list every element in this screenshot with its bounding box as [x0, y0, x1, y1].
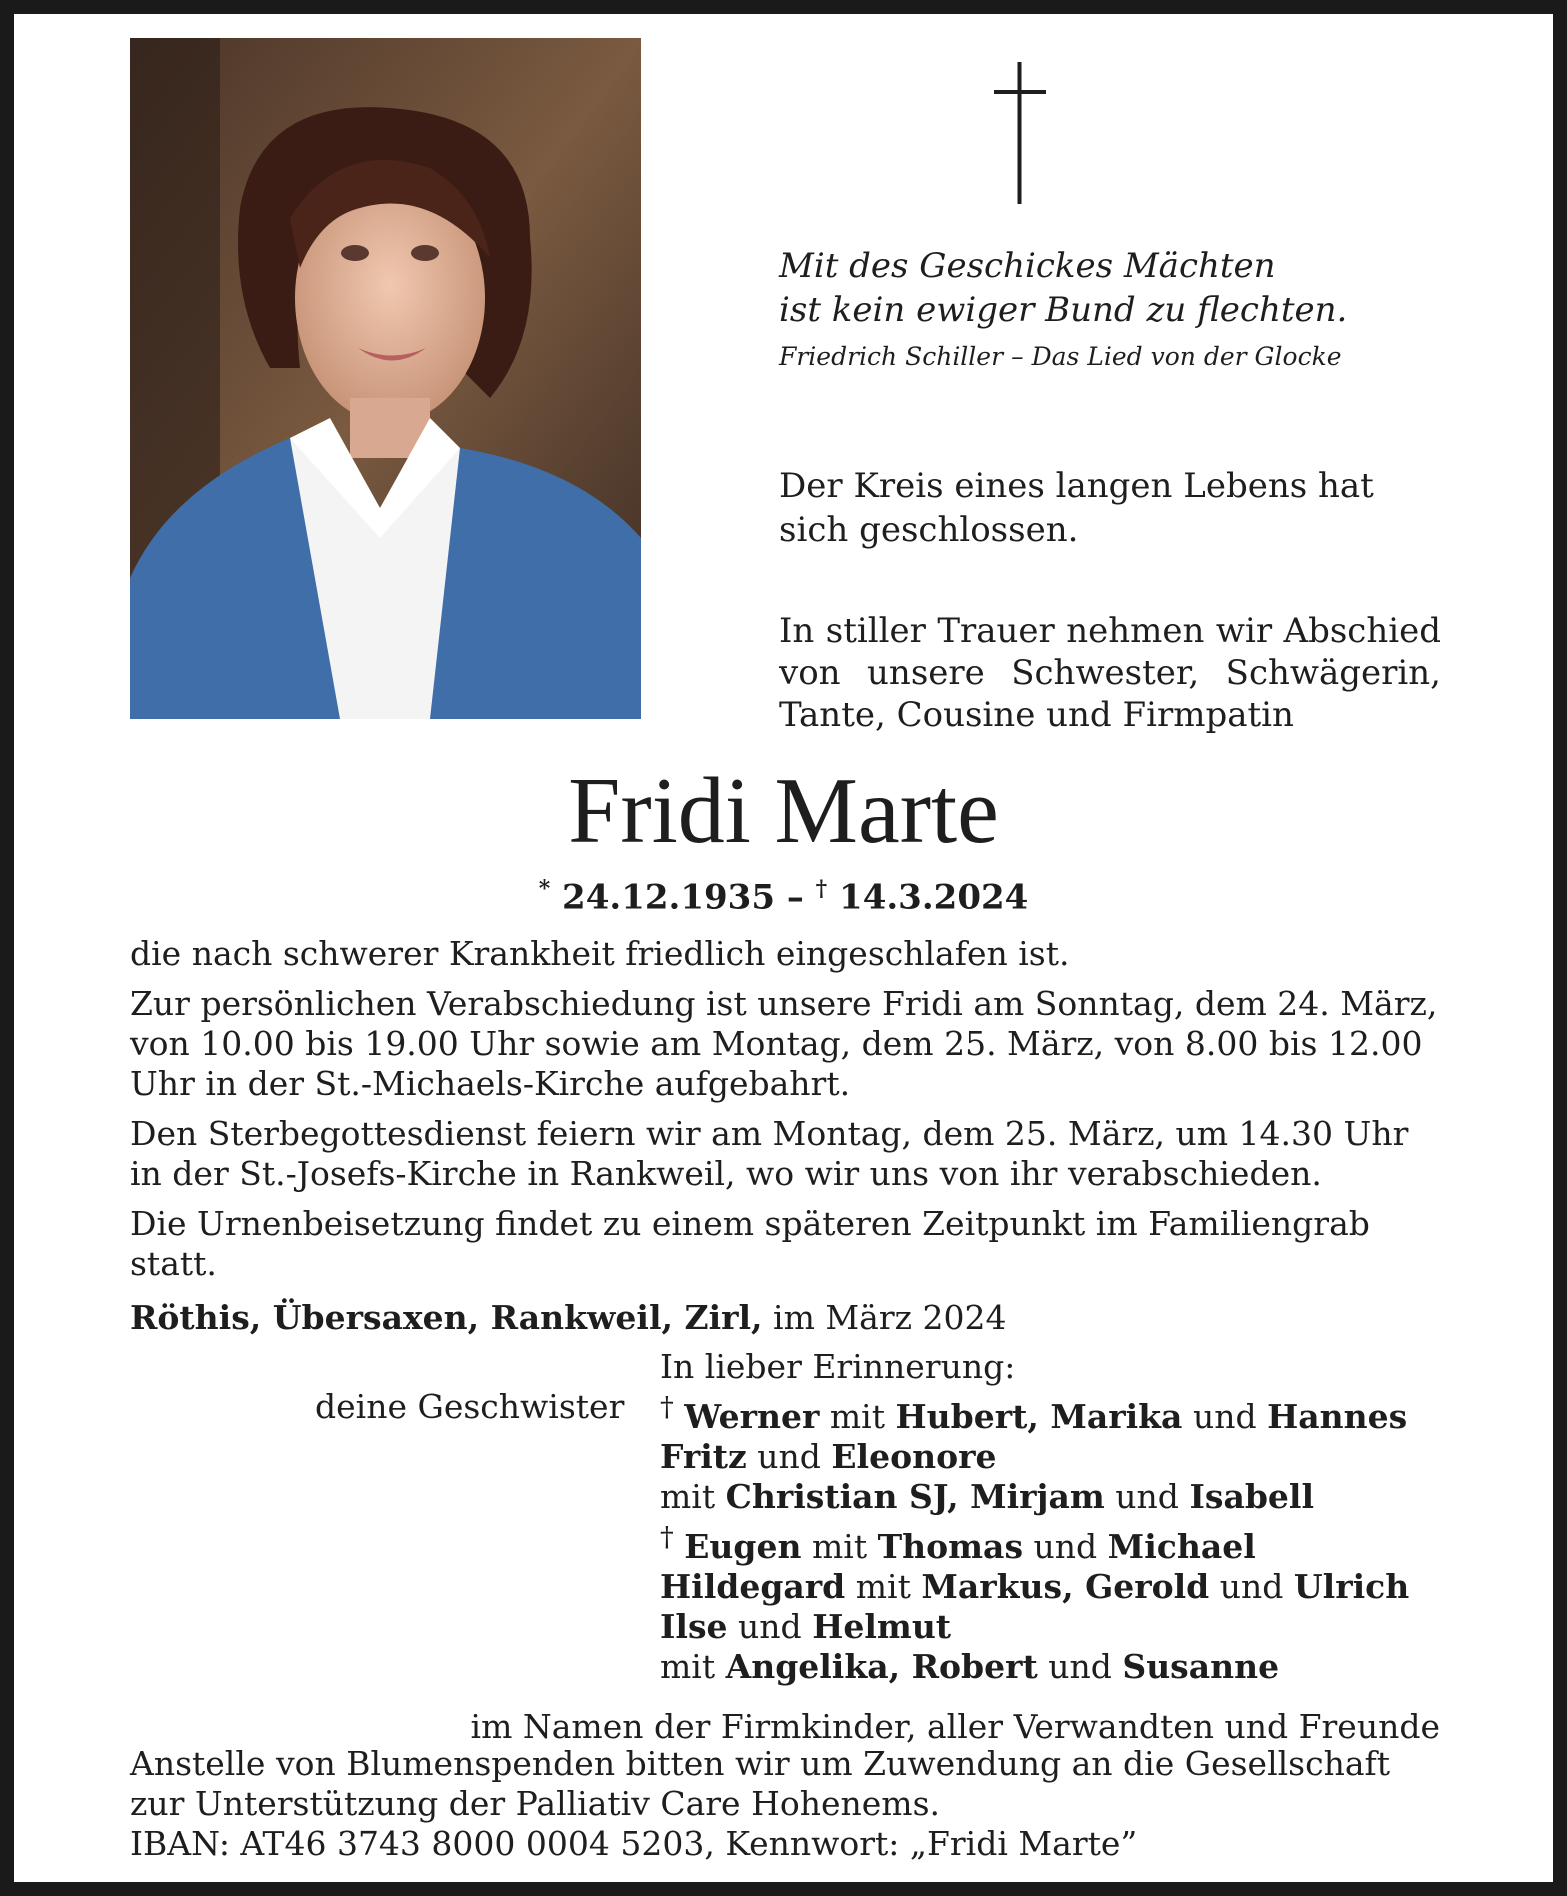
quote-work: Das Lied von der Glocke [1031, 342, 1342, 371]
signature-line: mit Christian SJ, Mirjam und Isabell [660, 1477, 1314, 1516]
donation-request [130, 1744, 1440, 1864]
circle-of-life-text: Der Kreis eines langen Lebens hat sich geschlossen. [779, 466, 1374, 550]
body-paragraph-4: Die Urnenbeisetzung findet zu einem späteren Zeitpunkt im Familiengrab statt. [130, 1204, 1370, 1283]
quote-line-2: ist kein ewiger Bund zu flechten. [779, 290, 1348, 330]
date-separator: – [786, 877, 804, 918]
signature-line: Hildegard mit Markus, Gerold und Ulrich [660, 1567, 1410, 1606]
schiller-quote [779, 244, 1419, 371]
portrait-photo [130, 38, 641, 719]
signature-line: † Werner mit Hubert, Marika und Hannes [660, 1391, 1408, 1436]
quote-source [779, 342, 1419, 371]
donation-line-1: Anstelle von Blumenspenden bitten wir um Zuwendung an die Gesellschaft [130, 1744, 1390, 1783]
signature-line: mit Angelika, Robert und Susanne [660, 1647, 1280, 1686]
body-paragraph-1: die nach schwerer Krankheit friedlich eingeschlafen ist. [130, 934, 1070, 973]
signature-line: Ilse und Helmut [660, 1607, 952, 1646]
body-paragraph-3: Den Sterbegottesdienst feiern wir am Montag, dem 25. März, um 14.30 Uhr in der St.-Josefs-Kirche in Rankweil, wo wir uns von ihr verabschieden. [130, 1114, 1409, 1193]
month: im März 2024 [773, 1298, 1007, 1337]
donation-iban: IBAN: AT46 3743 8000 0004 5203, Kennwort: „Fridi Marte” [130, 1824, 1138, 1863]
signature-footer: im Namen der Firmkinder, aller Verwandten und Freunde [470, 1707, 1440, 1746]
signature-intro: In lieber Erinnerung: [660, 1347, 1016, 1386]
death-date: 14.3.2024 [839, 877, 1029, 918]
obituary-body [130, 934, 1440, 1348]
birth-mark: * [538, 876, 551, 902]
places: Röthis, Übersaxen, Rankweil, Zirl, [130, 1298, 763, 1337]
obituary-page [14, 14, 1553, 1882]
birth-date: 24.12.1935 [562, 877, 775, 918]
signature-line: † Eugen mit Thomas und Michael [660, 1521, 1256, 1566]
siblings-label: deine Geschwister [315, 1387, 625, 1426]
mourning-text: In stiller Trauer nehmen wir Abschied von unsere Schwester, Schwägerin, Tante, Cousine und Firmpatin [779, 611, 1441, 735]
deceased-name: Fridi Marte [568, 759, 999, 863]
quote-separator: – [1011, 342, 1024, 371]
signature-line: Fritz und Eleonore [660, 1437, 997, 1476]
death-mark: † [815, 876, 828, 902]
signature-list [660, 1347, 1440, 1687]
places-line [130, 1298, 1440, 1338]
cross-icon [994, 62, 1046, 204]
body-paragraph-2: Zur persönlichen Verabschiedung ist unsere Fridi am Sonntag, dem 24. März, von 10.00 bis 19.00 Uhr sowie am Montag, dem 25. März, von 8.00 bis 12.00 Uhr in der St.-Michaels-Kirche aufgebahrt. [130, 984, 1438, 1103]
life-dates [14, 876, 1553, 917]
quote-author: Friedrich Schiller [779, 342, 1004, 371]
donation-line-2: zur Unterstützung der Palliativ Care Hohenems. [130, 1784, 940, 1823]
quote-line-1: Mit des Geschickes Mächten [779, 246, 1276, 286]
